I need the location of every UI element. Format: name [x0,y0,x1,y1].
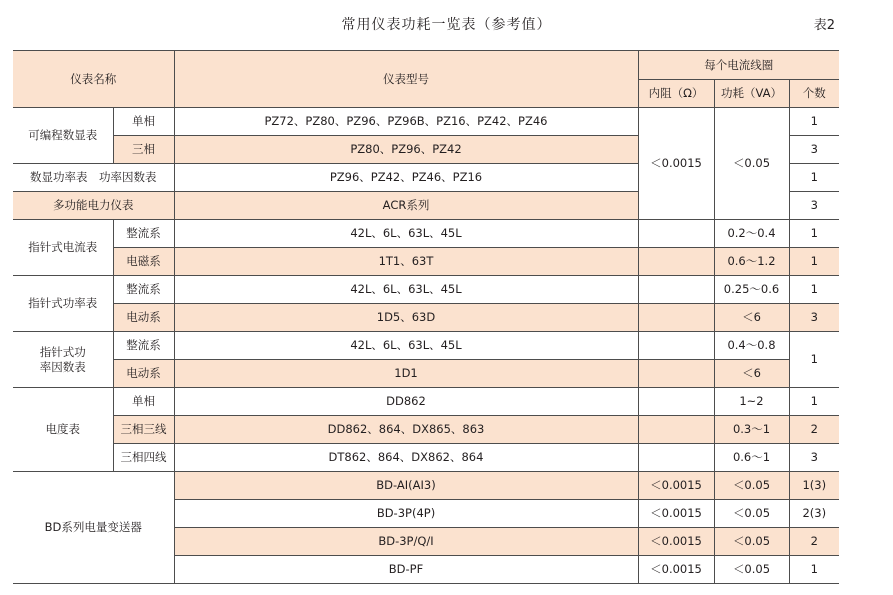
row-group-label: 电度表 [13,388,113,472]
row-resistance [638,220,714,248]
header-per-coil: 每个电流线圈 [638,51,839,80]
shared-resistance: ＜0.0015 [638,108,714,220]
row-resistance [638,416,714,444]
row-count: 3 [789,136,839,164]
table-row [13,304,839,332]
row-group-label: 可编程数显表 [13,108,113,164]
row-count: 1 [789,388,839,416]
row-count: 2 [789,416,839,444]
row-resistance [638,332,714,360]
row-model: PZ80、PZ96、PZ42 [174,136,638,164]
row-type: 电磁系 [113,248,174,276]
row-model: 1T1、63T [174,248,638,276]
row-resistance [638,444,714,472]
row-count: 1 [789,164,839,192]
row-resistance: ＜0.0015 [638,556,714,584]
row-type: 单相 [113,108,174,136]
row-group-label: 指针式电流表 [13,220,113,276]
row-group-label: 多功能电力仪表 [13,192,174,220]
header-row-1 [13,51,839,80]
row-count: 1 [789,276,839,304]
row-type: 三相四线 [113,444,174,472]
row-count: 2(3) [789,500,839,528]
row-power: 0.4～0.8 [714,332,789,360]
row-power: 0.25～0.6 [714,276,789,304]
row-count: 2 [789,528,839,556]
header-count: 个数 [789,80,839,108]
table-row [13,444,839,472]
row-power: 0.3～1 [714,416,789,444]
row-count: 1 [789,108,839,136]
row-power: ＜0.05 [714,500,789,528]
header-power: 功耗（VA） [714,80,789,108]
row-group-label: 指针式功率表 [13,276,113,332]
row-power: ＜6 [714,360,789,388]
row-power: ＜0.05 [714,556,789,584]
row-model: DD862 [174,388,638,416]
row-group-label: 数显功率表 功率因数表 [13,164,174,192]
row-model: PZ72、PZ80、PZ96、PZ96B、PZ16、PZ42、PZ46 [174,108,638,136]
row-power: 0.6～1.2 [714,248,789,276]
row-model: DT862、864、DX862、864 [174,444,638,472]
row-power: ＜0.05 [714,472,789,500]
row-type: 单相 [113,388,174,416]
row-power: ＜6 [714,304,789,332]
table-row [13,416,839,444]
row-power: 0.6～1 [714,444,789,472]
row-resistance: ＜0.0015 [638,528,714,556]
table-row [13,248,839,276]
row-type: 整流系 [113,220,174,248]
table-row [13,472,839,500]
row-power: ＜0.05 [714,528,789,556]
row-resistance [638,276,714,304]
row-group-label [13,332,113,388]
row-model: ACR系列 [174,192,638,220]
table-row [13,276,839,304]
row-count: 1 [789,220,839,248]
row-model: 1D1 [174,360,638,388]
row-group-label: BD系列电量变送器 [13,472,174,584]
header-resistance: 内阻（Ω） [638,80,714,108]
row-power: 0.2～0.4 [714,220,789,248]
row-model: PZ96、PZ42、PZ46、PZ16 [174,164,638,192]
shared-power: ＜0.05 [714,108,789,220]
row-type: 三相 [113,136,174,164]
row-count: 1(3) [789,472,839,500]
row-count: 3 [789,192,839,220]
row-resistance [638,360,714,388]
row-resistance: ＜0.0015 [638,500,714,528]
table-row [13,220,839,248]
group-label-line1: 指针式功 [39,344,86,359]
row-model: DD862、864、DX865、863 [174,416,638,444]
row-count: 3 [789,304,839,332]
row-type: 电动系 [113,304,174,332]
row-resistance [638,248,714,276]
row-model: 1D5、63D [174,304,638,332]
table-row [13,108,839,136]
row-count: 1 [789,332,839,388]
table-title: 常用仪表功耗一览表（参考值） [341,17,552,33]
row-resistance: ＜0.0015 [638,472,714,500]
row-type: 电动系 [113,360,174,388]
table-row [13,360,839,388]
row-resistance [638,304,714,332]
header-model: 仪表型号 [174,51,638,108]
row-model: BD-AI(AI3) [174,472,638,500]
row-type: 整流系 [113,332,174,360]
row-type: 三相三线 [113,416,174,444]
row-power: 1~2 [714,388,789,416]
row-model: BD-PF [174,556,638,584]
table-row [13,388,839,416]
meter-power-table [13,50,839,584]
row-count: 1 [789,556,839,584]
row-model: 42L、6L、63L、45L [174,276,638,304]
row-model: 42L、6L、63L、45L [174,332,638,360]
header-name: 仪表名称 [13,51,174,108]
table-number: 表2 [813,18,835,33]
row-count: 3 [789,444,839,472]
group-label-line2: 率因数表 [39,359,86,374]
table-row [13,332,839,360]
row-count: 1 [789,248,839,276]
row-model: BD-3P(4P) [174,500,638,528]
row-model: 42L、6L、63L、45L [174,220,638,248]
row-type: 整流系 [113,276,174,304]
row-model: BD-3P/Q/I [174,528,638,556]
row-resistance [638,388,714,416]
